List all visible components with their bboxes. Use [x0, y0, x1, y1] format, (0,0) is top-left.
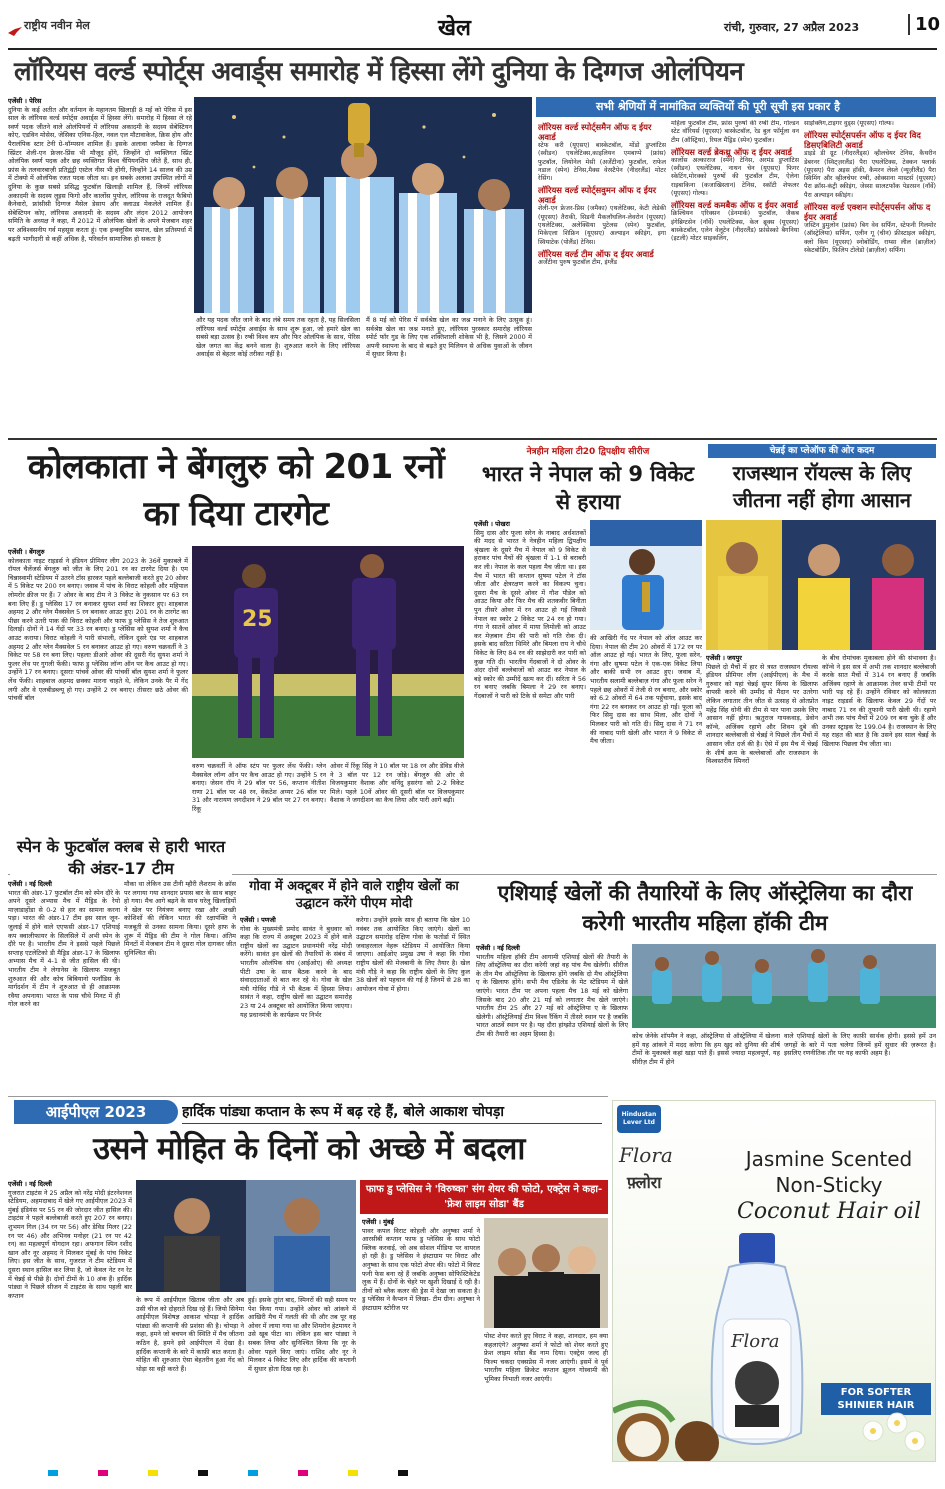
svg-text:25: 25: [242, 607, 273, 632]
awards-column-3: [804, 120, 936, 434]
spain-dateline: एजेंसी । नई दिल्ली: [8, 880, 52, 888]
ipl-body-text: गुजरात टाइटंस ने 25 अप्रैल को नरेंद्र मोदी इंटरनेशनल स्टेडियम, अहमदाबाद में खेले गए आईपीएल 2023 में मुंबई इंडियंस पर 55 रन की जोरदार जीत हासिल की। टाइटंस ने पहले बल्लेबाजी करते हुए 207 रन बनाए। शुभमन गिल (34 रन पर 56) और डेविड मिलर (22 रन पर 46) और अभिनव मनोहर (21 रन पर 42 रन) का महत्वपूर्ण योगदान रहा। अफगान स्पिन रशीद खान और नूर अहमद ने मिलकर मुंबई के पांच विकेट लिए। इस जीत के साथ, गुजरात ने टीम स्टेडियम में दूसरा स्थान हासिल कर लिया है, जो केवल नेट रन रेट में चेन्नई से पीछे है। दोनों टीमों के 10 अंक हैं। हार्दिक पांड्या ने पिछले सीजन में टाइटंस के साथ पहली बार कप्तान: [8, 1188, 132, 1300]
divider: [8, 1096, 608, 1097]
goa-dateline: एजेंसी । पणजी: [240, 916, 276, 924]
registration-strip: [8, 1470, 937, 1476]
ipl-tag: [14, 1100, 178, 1124]
rr-body-text: पिछले दो मैचों में हार से त्रस्त राजस्थान रॉयल्स इंडियन प्रीमियर लीग (आईपीएल) के मैच में गुरुवार को यहां चेन्नई सुपर किंग्स के खिलाफ वापसी करने की उम्मीद से मैदान पर उतरेगा लेकिन लगातार तीन जीत से उत्साह से ओतप्रोत महेंद्र सिंह धोनी की टीम से पार पाना उसके लिए आसान नहीं होगा। ऋतुराज गायकवाड़, डेवोन कॉन्वे, अजिंक्य रहाणे और शिवम दुबे की शानदार बल्लेबाजी से चेन्नई ने पिछले तीन मैचों में आसान जीत दर्ज की है। ऐसे में इस मैच में चेन्नई के शीर्ष क्रम के बल्लेबाजों और राजस्थान के विश्वस्तरीय स्पिनरों: [706, 662, 818, 766]
award-heading: लॉरियस वर्ल्ड एक्शन स्पोर्ट्सपर्सन ऑफ द ईयर अवार्ड: [804, 202, 931, 223]
coconut-icon: [613, 1391, 733, 1462]
flora-hair-oil-ad: [612, 1100, 936, 1462]
argentina-trophy-photo: [194, 97, 532, 313]
award-nominees: कार्लोस अल्काराज (स्पेन) टेनिस, अरमंड डुप्लांटिस (स्वीडन) एथलेटिक्स, नाथन चेन (यूएसए) फिगर स्केटिंग,मोरक्को पुरुषों की फुटबॉल टीम, ऐलेना राइबाकिना (कजाखिस्तान) टेनिस, स्कॉटी शेफलर (यूएसए) गोल्फ।: [671, 156, 799, 198]
rr-body-2: के बीच रोमांचक मुकाबला होने की संभावना है। कॉन्वे ने इस सत्र में अभी तक शानदार बल्लेबाजी करके सात मैचों में 314 रन बनाए हैं जबकि अजिंक्य रहाणे के आक्रामक तेवर सभी टीमों पर भारी पड़ रहे हैं। उन्होंने रविवार को कोलकाता नाइट राइडर्स के खिलाफ केवल 29 गेंदों पर नाबाद 71 रन की तूफानी पारी खेली थी। रहाणे अभी तक पांच मैचों में 209 रन बना चुके हैं और उनका स्ट्राइक रेट 199.04 है। राजस्थान के लिए यह राहत की बात है कि उसने इस साल चेन्नई के खिलाफ पिछला मैच जीता था।: [822, 654, 936, 748]
bottle-brand: Flora: [731, 1331, 780, 1352]
kkr-headline: कोलकाता ने बेंगलुरु को 201 रनों का दिया टारगेट: [27, 447, 445, 534]
kkr-body-2: वरुण चक्रवर्ती ने ऑफ स्टंप पर फुलर लेंथ फेंकी। ग्लेन मैक्सवेल लॉन्ग ऑन पर कैच आउट हो गए। उन्होंने 5 रन बनाए। जेसन रॉय ने 29 बॉल पर 56, कप्तान नीतीश राणा 21 बॉल पर 48 रन, वेंकटेश अय्यर 26 बॉल पर 31 और नारायण जगदीशन ने 29 बॉल पर 27 रन बनाए। रिंकू: [192, 762, 326, 813]
hockey-body-2: कोच जेनेके शॉपमैन ने कहा, ऑस्ट्रेलिया से ऑस्ट्रेलिया में खेलना हमें यह आंकने में मदद करेगा कि हम खुद को दुनिया की शीर्ष टीमों के मुकाबले कहां खड़ा पाते हैं। इससे ज्यादा महत्वपूर्ण, यह सीरीज़ टीम में होने: [632, 1032, 780, 1066]
laureus-dateline: एजेंसी । पेरिस: [8, 97, 42, 105]
faf-body-2: पोस्ट शेयर करते हुए विराट ने कहा, शानदार, हम क्या कहलाएंगे? अनुष्का शर्मा ने फोटो को शेयर करते हुए फ्रेश लाइम सोडा बैंड नाम दिया। एक्ट्रेस जल्द ही फिल्म चकदा एक्सप्रेस में नजर आएंगी। इसमें वे पूर्व भारतीय महिला क्रिकेट कप्तान झूलन गोस्वामी की भूमिका निभाती नजर आएंगी।: [484, 1332, 608, 1383]
ipl-body-2: के रूप में आईपीएल खिताब जीता और अब उसी चीज को दोहराते दिख रहे हैं। जियो सिनेमा आईपीएल विशेषज्ञ आकाश चोपड़ा ने हार्दिक पांड्या की कप्तानी की प्रशंसा की है। चोपड़ा ने कहा, हमने जो बचपन की स्थिति में मैच जीतना कठिन है, हमने इसे आईपीएल में देखा है। हार्दिक कप्तानी के बारे में काफ़ी बात करता है। मोहित की शुरुआत ऐसा बेहतरीन हुआ गेंद को थोड़ा सा वही करते हैं।: [136, 1296, 244, 1373]
ipl-strap: [182, 1100, 602, 1124]
award-nominees: जस्टिन डुमुलोन (फ्रांस) बिग वेव सर्फिंग, स्टेफनी गिलमोर (ऑस्ट्रेलिया) सर्फिंग, एलीन गू (चीन) फ्रीस्टाइल स्कीइंग, क्लो किम (यूएसए) स्नोबोर्डिंग, राय्सा लील (ब्राज़ील) स्केटबोर्डिंग, फ़िलिप टोलेडो (ब्राज़ील) सर्फिंग।: [804, 222, 936, 254]
award-nominees: अर्जेंटीना पुरुष फुटबॉल टीम, इंग्लैंड: [538, 258, 617, 266]
laureus-body-text: दुनिया के कई अतीत और वर्तमान के महानतम खिलाड़ी 8 मई को पेरिस में इस साल के लॉरियस वर्ल्ड स्पोर्ट्स अवार्ड्स में हिस्सा लेंगे। समारोह में हिस्सा ले रहे स्वर्ण पदक जीतने वाले ओलंपियनों में लॉरियस अकादमी के सदस्य सेबेस्टियन कोए, एडविन मोसेस, जेसिका एनिस-हिल, नवल एल मौटावाकेल, क्रिस होय और पैरालंपिक स्टार टेनी ग्रे-थॉम्पसन शामिल हैं। इसके अलावा जमैका के दिग्गज स्प्रिंटर शेली-एन फ्रेजर-प्रिंस भी मौजूद होंगे, जिन्होंने दो व्यक्तिगत स्प्रिंट ओलंपिक स्वर्ण पदक और छह व्यक्तिगत विश्व चैंपियनशिप जीते हैं, साथ ही, फ्रांस के तलवारबाज़ी प्रतिद्वंद्वी एस्टेल नीस भी होंगी, जिन्होंने 14 सालव की उम्र में टोक्यो में ओलंपिक रजत पदक जीता था। इन सबके अलावा उपस्थित लोगों में दुनिया के कुछ सबसे प्रसिद्ध फुटबॉल खिलाड़ी शामिल हैं, जिनमें लॉरियस अकादमी के सदस्य लुइस फिगो और कार्लोस पुयोल, लॉरियस के राजदूत फैबियो कैनेवारो, फ्रांसीसी दिग्गज मैसेल डेसाय और क्लाउड मेकलेले शामिल हैं। सेबेस्टियन कोए, लॉरियस अकादमी के सदस्य और लंदन 2012 आयोजन समिति के अध्यक्ष ने कहा, मैं 2012 में ओलंपिक खेलों के अपने मेजबान शहर पर अविश्वसनीय गर्व महसूस करता हूं। एक इन्क्लूसिव समाज, खेल प्रतिस्पर्धा में बढ़ती भागीदारी से कहीं अधिक है, परिवर्तन सामाजिक हो सकता है: [8, 105, 192, 243]
ipl-body-3: हुई। इसके तुरंत बाद, स्पिनरों की सही समय पर पेश किया गया। उन्होंने ओवर को आंकने में आखिरी मैच में गलती की थी और तब पूर वह ओवर में लाया गया था और शिमरोन हेटमायर ने उसे खूब पीटा था। लेकिन इस बार पांड्या ने सबक लिया और सुनिश्चित किया कि नूर के ओवर पहले किए जाएं। राशिद और नूर ने मिलकर 4 विकेट लिए और हार्दिक की कप्तानी में सुधार होता दिख रहा है।: [248, 1296, 356, 1373]
color-mark: [198, 1470, 208, 1476]
hockey-dateline: एजेंसी । नई दिल्ली: [476, 944, 520, 952]
photo-illustration: [484, 1218, 608, 1328]
photo-illustration: [590, 520, 702, 630]
goa-headline: गोवा में अक्टूबर में होने वाले राष्ट्रीय खेलों का उद्घाटन करेंगे पीएम मोदी: [249, 879, 459, 911]
nominee-list-banner: [536, 97, 936, 117]
womens-t20-dateline: एजेंसी । पोखरा: [474, 520, 510, 528]
kkr-dateline: एजेंसी । बेंगलुरु: [8, 548, 45, 556]
masthead: [8, 14, 941, 50]
awards-column-2: [671, 120, 799, 434]
laureus-body-under: और यह पदक जीत जाने के बाद लंबे समय तक रहता है, यह सिलसिला लॉरियस वर्ल्ड स्पोर्ट्स अवार्ड्स के साथ शुरू हुआ, जो हमारे खेल का सबसे बड़ा उत्सव है। रग्बी विश्व कप और फिर ओलंपिक के साथ, पेरिस खेल जगत का केंद्र बनने वाला है। शुरुआत करने के लिए लॉरियस अवार्ड्स से बेहतर कोई तरीका नहीं है।: [196, 316, 360, 359]
ipl-body-1: [8, 1180, 132, 1460]
spain-headline: स्पेन के फुटबॉल क्लब से हारी भारत की अंडर-17 टीम: [10, 832, 232, 880]
kkr-body-text: कोलकाता नाइट राइडर्स ने इंडियन प्रीमियर लीग 2023 के 36वें मुकाबले में रॉयल चैलेंजर्स बेंगलुरु को जीत के लिए 201 रन का टारगेट दिया है। एम चिन्नास्वामी स्टेडियम में उतरने टॉस हारकर पहले बल्लेबाजी करते हुए 20 ओवर में 5 विकेट पर 200 रन बनाए। जवाब में पांच के विराट कोहली और महिपाल लोमरोर क्रीज पर हैं। 7 ओवर के बाद टीम ने 3 विकेट के नुकसान पर 63 रन बना लिए हैं। डु प्लेसिस 17 रन बनाकर सुयश शर्मा का शिकार हुए। शाहबाज अहमद 2 और ग्लेन मैक्सवेल 5 रन बनाकर आउट हुए। 201 रन के टारगेट का पीछा करने उतरी पाक की विराट कोहली और फाफ डु प्लेसिस ने तेज शुरुआत दिलाई। दोनों ने 14 गेंदों पर 33 रन बनाए। डु प्लेसिस को सुयश शर्मा ने कैच आउट कराया। विराट कोहली ने पारी संभाली, लेकिन दूसरे एंड पर शाहबाज अहमद 2 और ग्लेन मैक्सवेल 5 रन बनाकर आउट हो गए। वरुण चक्रवर्ती ने 3 विकेट पर 58 रन बना लिए। पहलाः डीआरे ओवर की दूसरी गेंद सुयश शर्मा ने फुलर लेंथ पर गुगली फेंकी। फाफ डु प्लेसिस लॉन्ग ऑन पर कैच आउट हो गए। उन्होंने 17 रन बनाए। दूसराः पांचवें ओवर की पांचवीं बॉल सुयश शर्मा ने फुलर लेंथ फेंकी। शाहबाज अहमद छक्का मारना चाहते थे, लेकिन उनके पैर में गेंद लगी और वे एलबीडब्ल्यू हो गए। उन्होंने 2 रन बनाए। तीसराः छठे ओवर की पांचवीं बॉल: [8, 556, 188, 703]
ipl-dateline: एजेंसी । नई दिल्ली: [8, 1180, 52, 1188]
award-nominees: शेली-एन फ्रेजर-प्रिस (जमैका) एथलेटिक्स, केटी लेडेकी (यूएसए) तैराकी, सिडनी मैकलॉघलिन-लेवरोन (यूएसए) एथलेटिक्स, अलेक्सिया पुटेलस (स्पेन) फुटबॉल, मिकेएला शिफ्रिन (यूएसए) अल्पाइन स्कीइंग, इगा स्वियाटेक (पोलैंड) टेनिस।: [538, 205, 666, 246]
womens-t20-kicker: नेत्रहीन महिला टी20 द्विपक्षीय सीरीज: [526, 447, 650, 457]
nominee-list-banner-text: सभी श्रेणियों में नामांकित व्यक्तियों की पूरी सूची इस प्रकार है: [596, 100, 840, 113]
photo-illustration: [194, 97, 532, 313]
ad-tagline-1: Jasmine Scented: [745, 1147, 913, 1171]
laureus-body-under-2: मैं 8 मई को पेरिस में सर्वश्रेष्ठ खेल का जश्न मनाने के लिए उत्सुक हूं। सर्वश्रेष्ठ खेल का जश्न मनाते हुए, लॉरियस पुरस्कार समारोह लॉरियस स्पोर्ट फॉर गुड के लिए एक शक्तिशाली शोकेस भी है, जिसने 2000 में अपनी स्थापना के बाद से बढ़ते हुए मिलियन से अधिक युवाओं के जीवन में सुधार किया है।: [366, 316, 532, 359]
award-heading: लॉरियस वर्ल्ड स्पोर्ट्सवुमन ऑफ द ईयर अवार्ड: [538, 185, 657, 206]
hockey-headline: एशियाई खेलों की तैयारियों के लिए ऑस्ट्रेलिया का दौरा करेगी भारतीय महिला हॉकी टीम: [497, 881, 913, 935]
award-nominees: डाइडे डी ग्रूट (नीदरलैंड्स) व्हीलचेयर टेनिस, कैथरीन डेबरनर (स्विट्ज़रलैंड) पैरा एथलेटिक्स, टेक्कन फ्लार्क (यूएसए) पैरा अइस हॉकी, कैमरन लेस्ले (न्यूज़ीलैंड) पैरा स्विमिंग और व्हीलचेयर रग्बी, ओक्साना मास्टर्स (यूएसए) पैरा क्रॉस-कंट्री स्कीइंग, जेस्सा सालटफॉक पेडरसन (नॉर्वे) पैरा अल्पाइन स्कीइंग।: [804, 150, 936, 199]
goa-body-2: करेगा। उन्होंने इसके साथ ही बताया कि खेल 10 नवंबर तक आयोजित किए जाएंगे। खेलों का उद्घाटन समारोह दक्षिण गोवा के फतोर्डा में स्थित जवाहरलाल नेहरू स्टेडियम में आयोजित किया जाएगा। आईओए प्रमुख उषा ने कहा कि गोवा राष्ट्रीय खेलों की मेजबानी के लिए तैयार है। खेल मंत्री गौड़े ने कहा कि राष्ट्रीय खेलों के लिए कुल 38 खेलों को पहचान की गई है जिनमें से 28 का आयोजन गोवा में होगा।: [356, 916, 470, 993]
page-number: 10: [908, 14, 940, 35]
award-nominees: साइक्लिंग,टाइगर वुड्स (यूएसए) गोल्फ।: [804, 120, 894, 127]
color-mark: [98, 1470, 108, 1476]
photo-illustration: [136, 1180, 356, 1292]
hockey-body-1: [476, 944, 628, 1092]
womens-t20-body-2: की आखिरी गेंद पर नेपाल को ऑल आउट कर दिया। नेपाल की टीम 20 ओवरों में 172 रन पर ऑल आउट हो गई। भारत के लिए, फूला सरेन, गंगा और सुषमा पटेल ने एक-एक विकेट लिया और बाकी सभी रन आउट हुए। जवाब में, भारतीय सलामी बल्लेबाज़ गंगा और फूला सरेन ने पहले छह ओवरों में तेजी से रन बनाए, और स्कोर को 6.2 ओवरों में 64 तक पहुँचाया, इसके बाद गंगा 22 रन बनाकर रन आउट हो गईं। फूला को फिर सिमु दास का साथ मिला, और दोनों ने मिलकर पारी को गति दी। सिमु दास ने 71 रन की नाबाद पारी खेली और भारत ने 9 विकेट से मैच जीता।: [590, 634, 702, 746]
award-nominees: स्टेफ करी (यूएसए) बास्केटबॉल, मोंडो डुप्लांटिस (स्वीडन) एथलेटिक्स,काइलियन एमबाप्पे (फ्रांस) फुटबॉल, लियोनेल मेसी (अर्जेंटीना) फुटबॉल, राफेल नडाल (स्पेन) टेनिस,मैक्स वेरस्टैपेन (नीदरलैंड) मोटर रेसिंग।: [538, 142, 666, 183]
faf-body-text: पावर कपल विराट कोहली और अनुष्का शर्मा ने आरसीबी कप्तान फाफ डु प्लेसिस के साथ फोटो क्लिक करवाई, जो अब सोशल मीडिया पर वायरल हो रही है। डु प्लेसिस ने इंस्टाग्राम पर विराट और अनुष्का के साथ एक फोटो शेयर की। फोटो में विराट फनी फेस बना रहे हैं जबकि अनुष्का सोफिस्टिकेटेड लुक में हैं। दोनों के चेहरे पर खुशी दिखाई दे रही है। तीनों को ब्लैक कलर की ड्रेस में देखा जा सकता है। डु प्लेसिस ने कैप्शन में लिखा- टीम ग्रीन। अनुष्का ने इंस्टाग्राम स्टोरीज पर: [362, 1226, 480, 1312]
awards-column-1: [538, 120, 666, 434]
hockey-body-3: वाले एशियाई खेलों के लिए काफ़ी सार्थक होगी। इससे हमें उन जगहों के बारे में पता चलेगा जिनमें हमें सुधार की ज़रूरत है। इसलिए रणनीतिक तौर पर यह काफी अहम है।: [784, 1032, 936, 1058]
color-mark: [348, 1470, 358, 1476]
chopra-hardik-photo: [136, 1180, 356, 1292]
dhoni-samson-photo: [706, 520, 936, 650]
award-heading: लॉरियस वर्ल्ड स्पोर्ट्समैन ऑफ द ईयर अवार्ड: [538, 122, 652, 142]
goa-body-text: गोवा के मुख्यमंत्री प्रमोद सावंत ने बुधवार को कहा कि राज्य में अक्टूबर 2023 में होने वाले राष्ट्रीय खेलों का उद्घाटन प्रधानमंत्री नरेंद्र मोदी करेंगे। सावंत इन खेलों की तैयारियों के संबंध में भारतीय ओलंपिक संघ (आईओए) की अध्यक्ष पीटी उषा के साथ बैठक करने के बाद संवाददाताओं से बात कर रहे थे। गोवा के खेल मंत्री गोविंद गौडे ने भी बैठक में हिस्सा लिया। सावंत ने कहा, राष्ट्रीय खेलों का उद्घाटन समारोह 23 या 24 अक्टूबर को आयोजित किया जाएगा। यह प्रधानमंत्री के कार्यक्रम पर निर्भर: [240, 924, 352, 1019]
award-nominees: क्रिश्चियन एरिक्सन (डेनमार्क) फुटबॉल, जैकब इंगेब्रिग्टसेन (नॉर्वे) एथलेटिक्स, केल ब्रूक्स (यूएसए) बास्केटबॉल, एलेन वेलूटेन (नीदरलैंड) फ्रांसेस्को बैगनिया (इटली) मोटर साइकलिंग,: [671, 210, 799, 243]
color-mark: [148, 1470, 158, 1476]
bottle-claim: FOR SOFTER SHINIER HAIR: [821, 1383, 931, 1415]
kkr-players-photo: [192, 546, 464, 758]
rr-headline: राजस्थान रॉयल्स के लिए जीतना नहीं होगा आसान: [732, 461, 912, 512]
photo-illustration: [192, 546, 464, 758]
flora-logo-text: Flora: [619, 1143, 673, 1167]
faf-body-1: [362, 1218, 480, 1460]
dateline: रांची, गुरुवार, 27 अप्रैल 2023: [724, 21, 860, 34]
womens-t20-body-1: [474, 520, 586, 870]
ad-tagline-3: Coconut Hair oil: [737, 1199, 921, 1224]
flora-logo: [619, 1143, 673, 1167]
goa-body-1: [240, 916, 352, 1092]
womens-t20-body-text: सिमु दास और फूला सरेन के नाबाद अर्धशतकों की मदद से भारत ने नेत्रहीन महिला द्विपक्षीय श्रृंखला के दूसरे मैच में नेपाल को 9 विकेट से हराकर पांच मैचों की श्रृंखला में 1-1 से बराबरी कर ली। नेपाल के कल पहला मैच जीता था। इस मैच में भारत की कप्तान सुषमा पटेल ने टॉस जीता और क्षेत्ररक्षण करने का विकल्प चुना। दूसरा मैच के दूसरे ओवर में गौश पौडेल को आउट किया और फिर मैच की शतकवीर बिनीता पुन तीसरे ओवर में रन आउट हो गई जिससे नेपाल का स्कोर 2 विकेट पर 24 रन हो गया। गंगा ने सातवें ओवर में माया लिमोली को आउट कर मेज़बान टीम की पारी को गति रोक दी। इसके बाद सरिता थिमिरे और बिमला राय ने चौथे विकेट के लिए 84 रन की साझेदारी कर पारी को कुछ गति दी। भारतीय गेंदबाजों ने दो ओवर के अंदर दोनों बल्लेबाजों को आउट कर नेपाल के बड़े स्कोर की उम्मीदें खत्म कर दीं। सरिता ने 56 रन बनाए जबकि बिमला ने 29 रन बनाए। गेंदबाजों ने पारी को टिके से समेटा और पारी: [474, 528, 586, 700]
photo-illustration: [706, 520, 936, 650]
laureus-headline: लॉरियस वर्ल्ड स्पोर्ट्स अवार्ड्स समारोह में हिस्सा लेंगे दुनिया के दिग्गज ओलंपियन: [14, 57, 744, 87]
spain-body-2: मौका था लेकिन उस टीनी म्हौरी लैशराम के क्रॉस पर लगाया गया शानदार प्रयास बार के साथ बाहर हो गया। मैच आगे बढ़ने के साथ घरेलू खिलाड़ियों ने खेल पर नियंत्रण बनाए रखा और अच्छी कोशिशों की लेकिन भारत की रक्षापंक्ति ने मजबूती से उनका सामना किया। दूसरे हाफ के शुरू में मैड्रिड की टीम ने गोल किया। अंतिम मिनटों में मेजबान टीम ने दूसरा गोल दागकर जीत सुनिश्चित की।: [124, 880, 236, 957]
faf-headline: [360, 1180, 608, 1214]
ad-tagline-2: Non-Sticky: [775, 1173, 883, 1197]
award-heading: लॉरियस वर्ल्ड ब्रेकथ्रू ऑफ द ईयर अवार्ड: [671, 146, 792, 157]
maker-name: Hindustan Lever Ltd: [621, 1111, 657, 1126]
womens-t20-headline: भारत ने नेपाल को 9 विकेट से हराया: [481, 462, 695, 514]
color-mark: [48, 1470, 58, 1476]
color-mark: [298, 1470, 308, 1476]
kkr-body-1: [8, 548, 188, 870]
flora-logo-hindi: फ़्लोरा: [627, 1173, 662, 1192]
rr-kicker: चेन्नई का प्लेऑफ की ओर कदम: [708, 444, 936, 458]
award-heading: लॉरियस स्पोर्ट्सपर्सन ऑफ द ईयर विद डिसएबिलिटी अवार्ड: [804, 130, 921, 151]
faf-headline-text: फाफ डु प्लेसिस ने 'विरुष्का' संग शेयर की फोटो, एक्ट्रेस ने कहा- 'फ्रेश लाइम सोडा' बैंड: [365, 1184, 603, 1210]
ipl-tag-text: आईपीएल 2023: [45, 1103, 147, 1121]
color-mark: [398, 1470, 408, 1476]
paper-name: राष्ट्रीय नवीन मेल: [24, 19, 90, 32]
award-heading: लॉरियस वर्ल्ड टीम ऑफ द ईयर अवार्ड: [538, 248, 654, 259]
rr-body-1: [706, 654, 818, 870]
award-nominees: महिला फुटबॉल टीम, फ्रांस पुरुषों की रग्बी टीम, गोल्डन स्टेट वॉरियर्स (यूएसए) बास्केटबॉल, रेड बुल फॉर्मूला वन टीम (ऑस्ट्रिया), रियल मैड्रिड (स्पेन) फुटबॉल।: [671, 120, 799, 144]
ipl-headline: उसने मोहित के दिनों को अच्छे में बदला: [93, 1131, 525, 1167]
maker-badge: [617, 1105, 661, 1133]
faf-virushka-photo: [484, 1218, 608, 1328]
jasmine-flower-icon: [853, 1401, 936, 1462]
spain-body-1: [8, 880, 120, 1092]
hockey-body-text: भारतीय महिला हॉकी टीम आगामी एशियाई खेलों की तैयारी के लिए ऑस्ट्रेलिया का दौरा करेगी जहां वह पांच मैच खेलेगी। सीरीज के तीन मैच ऑस्ट्रेलिया के खिलाफ होंगे जबकि दो मैच ऑस्ट्रेलिया ए के खिलाफ होंगे। सभी मैच एडिलेड के मेट स्टेडियम में खेले जाएंगे। भारत टीम पर अपना पहला मैच 18 मई को खेलेगा जिसके बाद 20 और 21 मई को लगातार मैच खेले जाएंगे। भारतीय टीम 25 और 27 मई को ऑस्ट्रेलिया ए के खिलाफ खेलेगी। ऑस्ट्रेलियाई टीम विश्व रैंकिंग में तीसरे स्थान पर है जबकि भारत आठवें स्थान पर है। यह दौरा हांग्झोउ एशियाई खेलों के लिए टीम की तैयारी का अहम हिस्सा है।: [476, 952, 628, 1038]
kkr-body-3: ओवर में रिंकू सिंह ने 10 बॉल पर 18 रन और डेविड वीजे ने 3 बॉल पर 12 रन जोड़े। बेंगलुरु की ओर से विजयकुमार वैशाक और वनिंदु हसरंगा को 2-2 विकेट मिले। पहले 10वें ओवर की दूसरी बॉल पर विजयकुमार वैशाक ने जगदीशन का कैच लिया और पारी आगे बढ़ी।: [330, 762, 464, 805]
laureus-body-left: [8, 97, 192, 433]
spain-body-text: भारत की अंडर-17 फुटबॉल टीम को स्पेन दौरे के अपने दूसरे अभ्यास मैच में मैड्रिड के रेयो माज़ाडाहोंडा से 0-2 से हार का सामना करना पड़ा। भारत की अंडर-17 टीम इस साल जून-जुलाई में होने वाले एएफसी अंडर-17 एशियाई कप क्वालीफायर के सिलसिले में अभी स्पेन के दौरे पर है। भारतीय टीम ने इससे पहले पिछले सप्ताह एटलेटिको डी मैड्रिड अंडर-17 के खिलाफ अभ्यास मैच में 4-1 से जीत हासिल की थी। भारतीय टीम ने लेगानेस के खिलाफ मजबूत शुरुआत की और कोच बिबियानो फर्नांडिस के मार्गदर्शन में टीम ने शुरुआत से ही आक्रामक रवैया अपनाया। भारत के पास चौथे मिनट में ही गोल करने का: [8, 888, 120, 1009]
bird-logo-icon: [8, 22, 22, 32]
photo-illustration: [632, 944, 936, 1028]
hockey-team-photo: [632, 944, 936, 1028]
ipl-strap-text: हार्दिक पांड्या कप्तान के रूप में बढ़ रहे हैं, बोले आकाश चोपड़ा: [182, 1104, 504, 1120]
player-award-photo: [590, 520, 702, 630]
faf-dateline: एजेंसी । मुंबई: [362, 1218, 394, 1226]
divider: [8, 438, 937, 440]
rr-dateline: एजेंसी । जयपुर: [706, 654, 742, 662]
section-name: खेल: [438, 16, 471, 41]
color-mark: [248, 1470, 258, 1476]
award-heading: लॉरियस वर्ल्ड कमबैक ऑफ द ईयर अवार्ड: [671, 200, 799, 211]
